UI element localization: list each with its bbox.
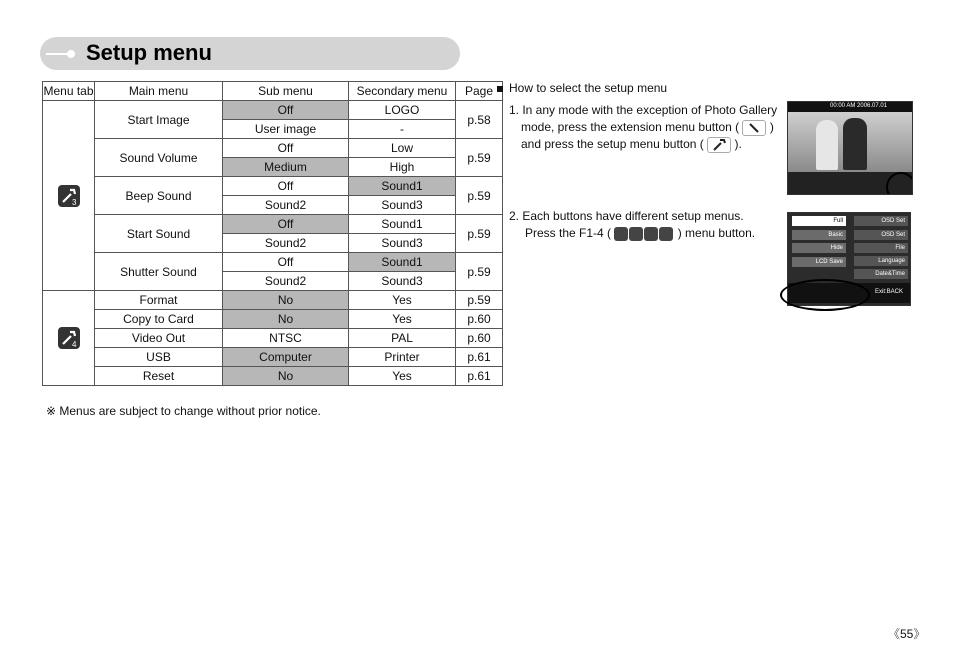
- setup-item-osd-set-2: OSD Set: [854, 230, 908, 240]
- person-right: [843, 118, 867, 170]
- header-main-menu: Main menu: [95, 82, 223, 101]
- table-row: [43, 329, 503, 348]
- secondary-cell: High: [349, 158, 456, 177]
- main-video-out: Video Out: [95, 329, 223, 348]
- secondary-cell: -: [349, 120, 456, 139]
- secondary-cell: LOGO: [349, 101, 456, 120]
- setup-item-hide: Hide: [792, 243, 846, 253]
- sub-cell: No: [223, 291, 349, 310]
- secondary-cell: Low: [349, 139, 456, 158]
- page-cell: p.61: [456, 367, 503, 386]
- header-secondary-menu: Secondary menu: [349, 82, 456, 101]
- step2-line1: 2. Each buttons have different setup menus.: [509, 209, 744, 223]
- menu-tab-4-cell: [43, 291, 95, 386]
- howto-heading-text: How to select the setup menu: [509, 81, 668, 95]
- step2-line2: [525, 225, 755, 242]
- sub-cell: No: [223, 367, 349, 386]
- main-usb: USB: [95, 348, 223, 367]
- person-left: [816, 120, 838, 170]
- secondary-cell: Sound1: [349, 215, 456, 234]
- secondary-cell: Sound1: [349, 253, 456, 272]
- page-cell: p.60: [456, 329, 503, 348]
- setup-item-full: Full: [792, 216, 846, 226]
- camera-screen-preview: [787, 101, 913, 195]
- sub-cell: Medium: [223, 158, 349, 177]
- sub-cell: Off: [223, 177, 349, 196]
- secondary-cell: PAL: [349, 329, 456, 348]
- table-row: [43, 101, 503, 120]
- page-cell: p.61: [456, 348, 503, 367]
- howto-heading: [497, 80, 667, 97]
- page-cell: p.59: [456, 177, 503, 215]
- secondary-cell: Yes: [349, 310, 456, 329]
- header-menu-tab: Menu tab: [43, 82, 95, 101]
- sub-cell: Sound2: [223, 272, 349, 291]
- exit-back-label: Exit:BACK: [875, 289, 904, 295]
- f4-button-icon: [659, 227, 673, 241]
- main-shutter-sound: Shutter Sound: [95, 253, 223, 291]
- page-cell: p.59: [456, 215, 503, 253]
- page-cell: p.59: [456, 291, 503, 310]
- page-cell: p.60: [456, 310, 503, 329]
- page-cell: p.59: [456, 253, 503, 291]
- f1-button-icon: [614, 227, 628, 241]
- timestamp: 00:00 AM 2006.07.01: [830, 103, 888, 109]
- highlight-circle: [886, 172, 913, 195]
- step1-line3-text: and press the setup menu button (: [521, 137, 704, 151]
- header-sub-menu: Sub menu: [223, 82, 349, 101]
- table-row: [43, 291, 503, 310]
- secondary-cell: Yes: [349, 291, 456, 310]
- setup-item-osd-set-1: OSD Set: [854, 216, 908, 226]
- extension-menu-button-icon: [742, 120, 766, 136]
- sub-cell: Off: [223, 253, 349, 272]
- highlight-oval: [780, 279, 870, 311]
- sub-cell: User image: [223, 120, 349, 139]
- camera-setup-screen: [787, 212, 911, 306]
- main-sound-volume: Sound Volume: [95, 139, 223, 177]
- step1-line2: [521, 119, 774, 136]
- secondary-cell: Sound3: [349, 196, 456, 215]
- main-beep-sound: Beep Sound: [95, 177, 223, 215]
- main-reset: Reset: [95, 367, 223, 386]
- step2-line2-end: ) menu button.: [677, 226, 756, 240]
- sub-cell: Sound2: [223, 196, 349, 215]
- step2-line2-text: Press the F1-4 (: [525, 226, 612, 240]
- table-row: [43, 253, 503, 272]
- secondary-cell: Sound3: [349, 234, 456, 253]
- menu-tab-3-cell: [43, 101, 95, 291]
- bullet-icon: [497, 86, 503, 92]
- sub-cell: No: [223, 310, 349, 329]
- main-start-image: Start Image: [95, 101, 223, 139]
- table-header-row: [43, 82, 503, 101]
- setup-item-file: File: [854, 243, 908, 253]
- sub-cell: Off: [223, 101, 349, 120]
- setup-menu-table: [42, 81, 503, 386]
- main-copy-to-card: Copy to Card: [95, 310, 223, 329]
- setup-menu-button-icon: [707, 137, 731, 153]
- secondary-cell: Sound1: [349, 177, 456, 196]
- sub-cell: Off: [223, 215, 349, 234]
- step1-line2-end: ): [769, 120, 774, 134]
- svg-text:4: 4: [71, 340, 76, 349]
- step1-line1: 1. In any mode with the exception of Photo Gallery: [509, 103, 778, 117]
- page-cell: p.59: [456, 139, 503, 177]
- main-start-sound: Start Sound: [95, 215, 223, 253]
- table-row: [43, 310, 503, 329]
- page-number: 《55》: [888, 627, 926, 641]
- setup-item-lcd-save: LCD Save: [792, 257, 846, 267]
- header-page: Page: [456, 82, 503, 101]
- step1-line2-text: mode, press the extension menu button (: [521, 120, 740, 134]
- svg-text:3: 3: [71, 197, 76, 207]
- table-row: [43, 215, 503, 234]
- sub-cell: Off: [223, 139, 349, 158]
- step1-line3: [521, 136, 742, 153]
- title-line-decoration: [46, 53, 68, 55]
- page-cell: p.58: [456, 101, 503, 139]
- table-row: [43, 177, 503, 196]
- main-format: Format: [95, 291, 223, 310]
- setup-item-basic: Basic: [792, 230, 846, 240]
- sub-cell: NTSC: [223, 329, 349, 348]
- secondary-cell: Printer: [349, 348, 456, 367]
- table-row: [43, 367, 503, 386]
- setup-tab-3-icon: [58, 185, 80, 207]
- step1-line3-end: ).: [734, 137, 742, 151]
- secondary-cell: Sound3: [349, 272, 456, 291]
- title-dot-decoration: [67, 50, 75, 58]
- setup-item-language: Language: [854, 256, 908, 266]
- setup-tab-4-icon: [58, 327, 80, 349]
- setup-item-date-time: Date&Time: [854, 269, 908, 279]
- sub-cell: Computer: [223, 348, 349, 367]
- f3-button-icon: [644, 227, 658, 241]
- table-row: [43, 348, 503, 367]
- sub-cell: Sound2: [223, 234, 349, 253]
- table-row: [43, 139, 503, 158]
- page-title: Setup menu: [86, 40, 212, 65]
- f2-button-icon: [629, 227, 643, 241]
- secondary-cell: Yes: [349, 367, 456, 386]
- change-notice: ※ Menus are subject to change without prior notice.: [46, 404, 321, 418]
